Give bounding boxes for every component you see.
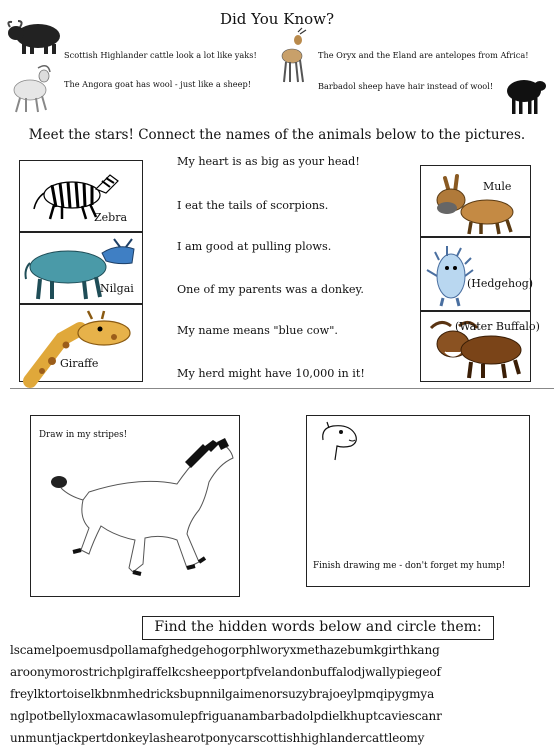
camel-drawing-box[interactable]	[306, 415, 530, 587]
puzzle-line-4: nglpotbellyloxmacawlasomulepfriguanambarbadolpdielkhuptcaviescanr	[10, 709, 442, 723]
black-sheep-icon	[500, 74, 548, 116]
mule-icon	[431, 172, 527, 234]
hedgehog-icon	[425, 242, 475, 308]
giraffe-picture-box[interactable]	[19, 304, 143, 382]
puzzle-line-1: lscamelpoemusdpollamafghedgehogorphlworyxmethazebumkgirthkang	[10, 643, 440, 657]
yak-icon	[6, 16, 66, 56]
clue-5: My name means "blue cow".	[177, 324, 338, 337]
zebra-outline-icon	[49, 422, 239, 592]
hedgehog-label: (Hedgehog)	[467, 277, 534, 290]
camel-head-icon	[315, 422, 361, 462]
mule-label: Mule	[483, 180, 512, 193]
water-buffalo-picture-box[interactable]	[420, 311, 540, 382]
fact-oryx: The Oryx and the Eland are antelopes from Africa!	[318, 50, 529, 60]
water-buffalo-label: (Water Buffalo)	[455, 320, 540, 333]
oryx-icon	[276, 28, 312, 86]
zebra-picture-box[interactable]	[19, 160, 143, 232]
zebra-drawing-box[interactable]	[30, 415, 240, 597]
puzzle-line-5: unmuntjackpertdonkeylashearotponycarscottishhighlandercattleomy	[10, 731, 425, 745]
puzzle-line-3: freylktortoiselkbnmhedricksbupnnilgaimenorsuzybrajoeylpmqipygmya	[10, 687, 435, 701]
clue-6: My herd might have 10,000 in it!	[177, 367, 365, 380]
zebra-label: Zebra	[94, 211, 128, 224]
clue-3: I am good at pulling plows.	[177, 240, 332, 253]
clue-1: My heart is as big as your head!	[177, 155, 360, 168]
zebra-drawing-caption: Draw in my stripes!	[39, 430, 128, 440]
nilgai-label: Nilgai	[100, 282, 134, 295]
camel-drawing-caption: Finish drawing me - don't forget my hump!	[313, 561, 506, 571]
find-words-title: Find the hidden words below and circle them:	[142, 616, 494, 640]
puzzle-line-2: aroonymorostrichplgiraffelkcsheepportpfvelandonbuffalodjwallypiegeof	[10, 665, 441, 679]
mule-picture-box[interactable]	[420, 165, 531, 237]
clue-2: I eat the tails of scorpions.	[177, 199, 329, 212]
page-title: Did You Know?	[219, 10, 335, 28]
clue-4: One of my parents was a donkey.	[177, 283, 364, 296]
matching-instruction: Meet the stars! Connect the names of the animals below to the pictures.	[28, 127, 526, 143]
fact-highlander: Scottish Highlander cattle look a lot like yaks!	[64, 50, 257, 60]
giraffe-label: Giraffe	[60, 357, 99, 370]
nilgai-picture-box[interactable]	[19, 232, 143, 304]
fact-angora: The Angora goat has wool - just like a sheep!	[64, 79, 252, 89]
section-divider	[10, 388, 554, 389]
hedgehog-picture-box[interactable]	[420, 237, 534, 311]
fact-barbadol: Barbadol sheep have hair instead of wool!	[318, 81, 494, 91]
giraffe-icon	[22, 309, 142, 381]
goat-icon	[8, 62, 60, 114]
